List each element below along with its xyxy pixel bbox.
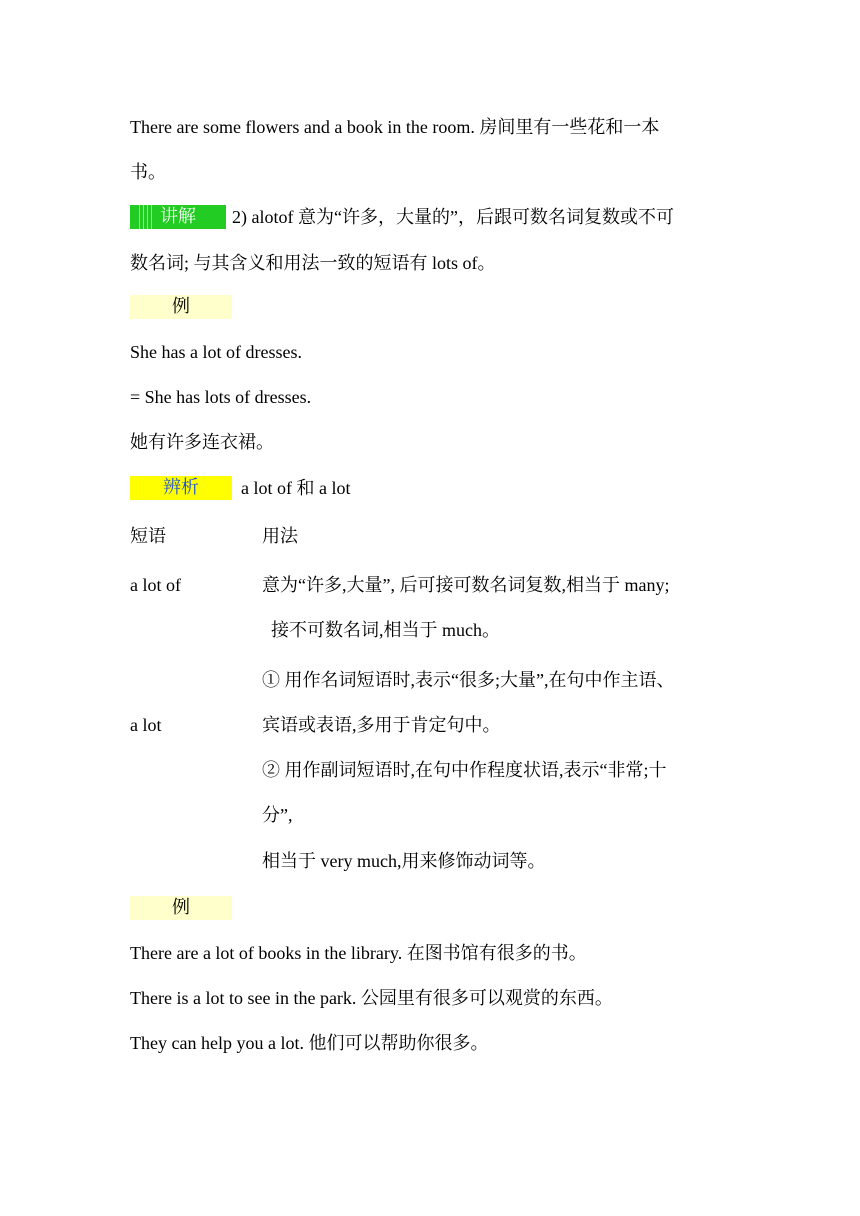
explain-tag [130, 205, 226, 229]
table-row2-phrase: a lot [130, 715, 162, 735]
analysis-title: a lot of 和 a lot [241, 478, 351, 498]
table-row1-usage-line2: 接不可数名词,相当于 much。 [271, 620, 500, 640]
example2-line1: There are a lot of books in the library. 在图书馆有很多的书。 [130, 943, 587, 963]
example1-line1: She has a lot of dresses. [130, 342, 302, 362]
sentence-flowers-book-cont: 书。 [130, 162, 166, 182]
table-row2-usage-line3: ② 用作副词短语时,在句中作程度状语,表示“非常;十 [262, 760, 667, 780]
table-row1-phrase: a lot of [130, 575, 181, 595]
table-header-usage: 用法 [262, 526, 298, 546]
example1-line2: = She has lots of dresses. [130, 387, 312, 407]
example1-line3: 她有许多连衣裙。 [130, 432, 274, 452]
analysis-tag [130, 476, 232, 500]
analysis-tag-label: 辨析 [163, 477, 199, 498]
tag-decoration [136, 205, 152, 229]
example-tag-2-label: 例 [172, 897, 190, 918]
explain-tag-label: 讲解 [160, 206, 196, 227]
example-tag-1 [130, 295, 232, 319]
table-row2-usage-line4: 分”, [262, 805, 293, 825]
table-row1-usage-line1: 意为“许多,大量”, 后可接可数名词复数,相当于 many; [262, 575, 670, 595]
table-row2-usage-line2: 宾语或表语,多用于肯定句中。 [262, 715, 501, 735]
explain-text-line2: 数名词; 与其含义和用法一致的短语有 lots of。 [130, 253, 496, 273]
example2-line3: They can help you a lot. 他们可以帮助你很多。 [130, 1033, 489, 1053]
table-row2-usage-line1: ① 用作名词短语时,表示“很多;大量”,在句中作主语、 [262, 670, 675, 690]
sentence-flowers-book: There are some flowers and a book in the room. 房间里有一些花和一本 [130, 117, 660, 137]
example-tag-2 [130, 896, 232, 920]
explain-text-line1: 2) alotof 意为“许多，大量的”，后跟可数名词复数或不可 [232, 207, 674, 227]
table-row2-usage-line5: 相当于 very much,用来修饰动词等。 [262, 851, 546, 871]
table-header-phrase: 短语 [130, 526, 166, 546]
example2-line2: There is a lot to see in the park. 公园里有很多可以观赏的东西。 [130, 988, 613, 1008]
example-tag-1-label: 例 [172, 296, 190, 317]
